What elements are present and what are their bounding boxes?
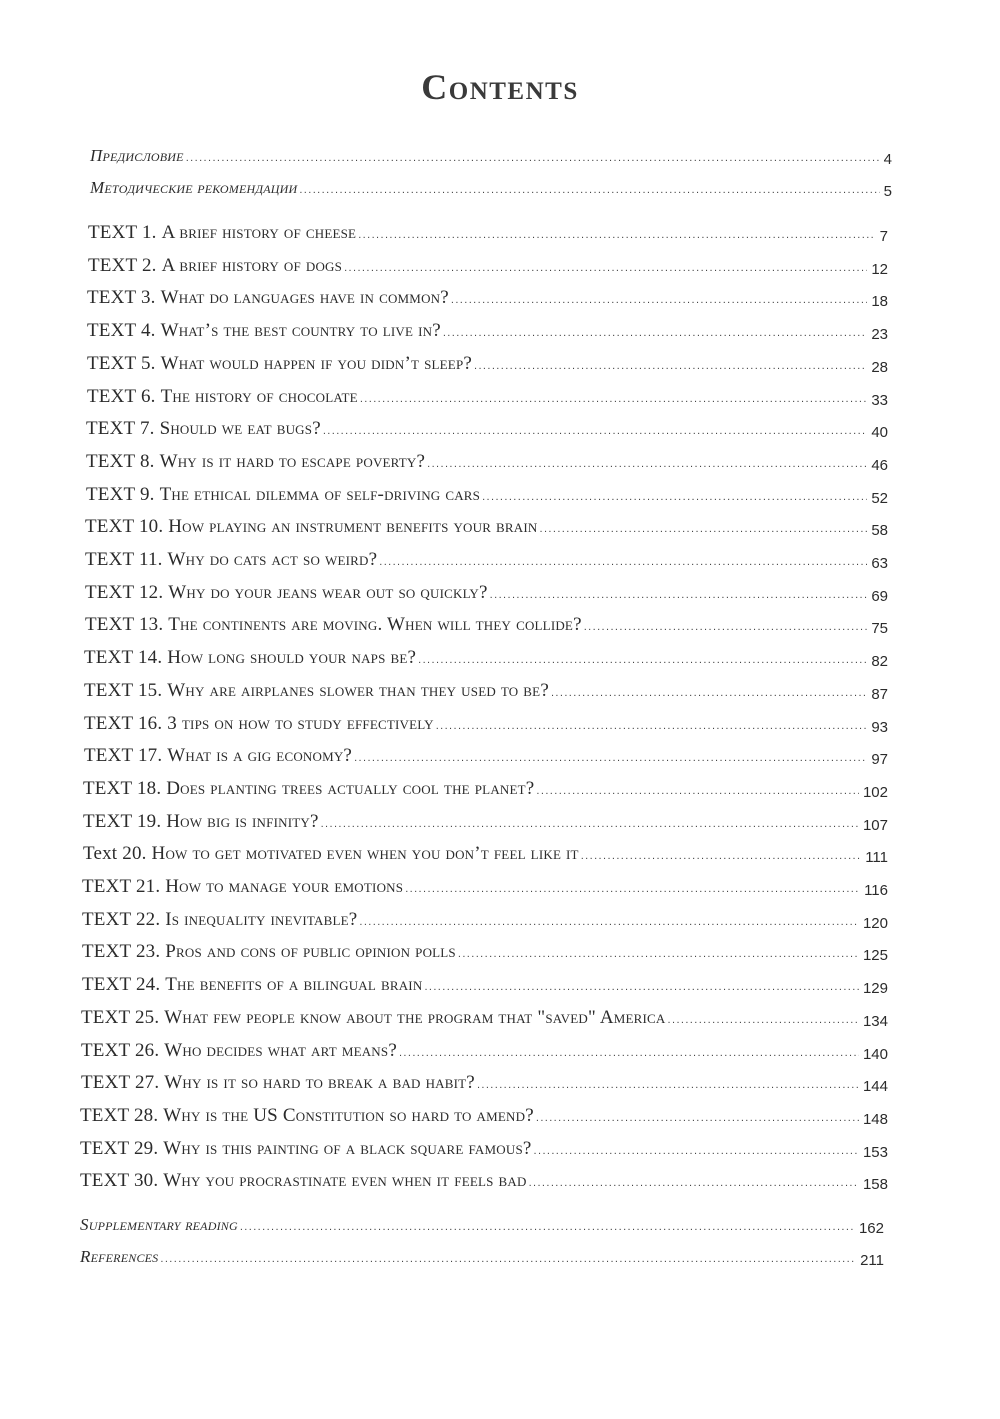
text-entry[interactable] [87,287,888,313]
entry-label [83,811,319,833]
entry-number: TEXT 24. [82,974,161,995]
entry-title: Why do cats act so weird? [167,549,378,570]
entry-number: TEXT 11. [85,549,163,570]
text-entry[interactable] [85,582,888,608]
leader-dots [536,785,859,797]
entry-title: Should we eat bugs? [159,418,321,439]
leader-dots [399,1047,859,1059]
leader-dots [540,523,868,535]
entry-title: How long should your naps be? [167,647,417,668]
entry-label [84,647,416,669]
page-number: 107 [862,817,888,834]
entry-number: TEXT 15. [84,680,163,701]
entry-number: TEXT 6. [87,386,156,407]
text-entry[interactable] [81,1040,888,1066]
page-number: 125 [862,947,888,964]
text-entry[interactable] [86,451,888,477]
entry-title: The ethical dilemma of self-driving cars [159,484,481,505]
page-number: 144 [862,1078,888,1095]
text-entry[interactable] [87,320,888,346]
page-number: 75 [871,620,888,637]
text-entry[interactable] [83,778,888,804]
leader-dots [424,981,859,993]
leader-dots [405,883,860,895]
entry-label [84,713,434,735]
entry-number: TEXT 22. [82,909,161,930]
entry-number: TEXT 16. [84,713,163,734]
entry-label [83,778,534,800]
entry-title: Методические рекомендации [90,178,298,197]
entry-number: TEXT 14. [84,647,163,668]
entry-title: Why is it hard to escape poverty? [159,451,426,472]
entry-label [85,549,377,571]
leader-dots [581,850,861,862]
entry-number: TEXT 4. [87,320,156,341]
entry-number: TEXT 25. [81,1007,160,1028]
leader-dots [584,621,868,633]
page-number: 140 [862,1046,888,1063]
page-number: 58 [871,522,888,539]
text-entry[interactable] [85,516,888,542]
leader-dots [379,556,867,568]
leader-dots [186,152,880,164]
entry-label [81,1072,475,1094]
entry-number: TEXT 13. [85,614,164,635]
entry-label [90,178,297,198]
entry-title: Who decides what art means? [164,1040,397,1061]
leader-dots [299,184,879,196]
leader-dots [474,360,867,372]
entry-number: TEXT 12. [85,582,164,603]
entry-label [82,941,456,963]
entry-title: What’s the best country to live in? [160,320,441,341]
text-entry[interactable] [84,745,888,771]
leader-dots [451,294,867,306]
front-matter-entry[interactable] [90,146,892,172]
entry-title: Does planting trees actually cool the planet? [166,778,535,799]
page-number: 33 [871,392,888,409]
entry-title: What would happen if you didn’t sleep? [160,353,473,374]
entry-label [82,876,403,898]
page-number: 7 [879,228,888,245]
page-number: 40 [871,424,888,441]
entry-label [84,680,549,702]
text-entry[interactable] [84,713,888,739]
entry-number: TEXT 19. [83,811,162,832]
page-number: 97 [871,751,888,768]
entry-label [82,909,357,931]
leader-dots [323,425,867,437]
entry-number: TEXT 17. [84,745,163,766]
entry-number: TEXT 3. [87,287,156,308]
entry-label [80,1247,158,1267]
page-number: 211 [860,1252,884,1269]
text-entry[interactable] [86,484,888,510]
entry-number: TEXT 30. [80,1170,159,1191]
entry-number: TEXT 21. [82,876,161,897]
leader-dots [443,327,867,339]
page-number: 111 [865,849,888,866]
text-entry[interactable] [82,876,888,902]
leader-dots [477,1079,859,1091]
page-number: 5 [883,183,892,200]
entry-number: TEXT 27. [81,1072,160,1093]
entry-title: What is a gig economy? [167,745,353,766]
leader-dots [321,818,859,830]
leader-dots [354,752,867,764]
entry-title: Предисловие [90,146,184,165]
text-entry[interactable] [81,1007,888,1033]
page-number: 23 [871,326,888,343]
entry-title: Why is it so hard to break a bad habit? [164,1072,475,1093]
entry-label [81,1040,397,1062]
entry-title: Why you procrastinate even when it feels bad [163,1170,527,1191]
entry-label [86,451,425,473]
back-matter-entry[interactable] [80,1247,884,1273]
entry-label [85,516,538,538]
entry-number: Text 20. [83,843,147,864]
leader-dots [482,491,867,503]
leader-dots [534,1145,859,1157]
entry-title: How to get motivated even when you don’t feel like it [151,843,579,864]
entry-label [84,745,352,767]
text-entry[interactable] [85,549,888,575]
page-number: 162 [858,1220,884,1237]
entry-title: Why is the US Constitution so hard to amend? [163,1105,534,1126]
entry-title: Why is this painting of a black square famous? [163,1138,532,1159]
entry-title: What do languages have in common? [160,287,449,308]
leader-dots [418,654,867,666]
text-entry[interactable] [82,941,888,967]
page-number: 46 [871,457,888,474]
leader-dots [240,1221,855,1233]
leader-dots [536,1112,859,1124]
entry-label [88,222,356,244]
page-number: 18 [871,293,888,310]
page-number: 129 [862,980,888,997]
front-matter-entry[interactable] [90,178,892,204]
page-number: 69 [871,588,888,605]
entry-label [86,418,321,440]
leader-dots [668,1014,859,1026]
entry-label [80,1170,527,1192]
entry-title: Supplementary reading [80,1215,238,1234]
page-number: 102 [862,784,888,801]
entry-label [90,146,184,166]
page-number: 134 [862,1013,888,1030]
text-entry[interactable] [81,1072,888,1098]
entry-title: How playing an instrument benefits your brain [168,516,538,537]
entry-title: The history of chocolate [160,386,358,407]
entry-number: TEXT 7. [86,418,155,439]
entry-label [87,320,441,342]
page-number: 82 [871,653,888,670]
entry-title: A brief history of dogs [161,255,343,276]
page-title: Contents [421,67,579,107]
page-number: 12 [871,261,888,278]
entry-label [85,582,488,604]
entry-title: Why are airplanes slower than they used to be? [167,680,549,701]
text-entry[interactable] [80,1170,888,1196]
text-entry[interactable] [83,811,888,837]
entry-number: TEXT 2. [88,255,157,276]
leader-dots [427,458,867,470]
entry-number: TEXT 29. [80,1138,159,1159]
entry-title: References [80,1247,159,1266]
text-entry[interactable] [83,843,888,869]
entry-title: A brief history of cheese [161,222,357,243]
entry-number: TEXT 18. [83,778,162,799]
entry-number: TEXT 26. [81,1040,160,1061]
text-entry[interactable] [82,974,888,1000]
entry-label [81,1007,666,1029]
text-entry[interactable] [85,614,888,640]
leader-dots [344,262,867,274]
text-entry[interactable] [88,255,888,281]
page-number: 63 [871,555,888,572]
entry-number: TEXT 8. [86,451,155,472]
entry-label [85,614,582,636]
entry-number: TEXT 23. [82,941,161,962]
text-entry[interactable] [84,680,888,706]
entry-title: Why do your jeans wear out so quickly? [168,582,488,603]
entry-title: The continents are moving. When will they collide? [168,614,582,635]
entry-label [88,255,342,277]
text-entry[interactable] [87,353,888,379]
entry-number: TEXT 28. [80,1105,159,1126]
page-number: 116 [864,882,888,899]
page-number: 158 [862,1176,888,1193]
leader-dots [360,393,867,405]
entry-number: TEXT 10. [85,516,164,537]
leader-dots [160,1253,856,1265]
entry-number: TEXT 5. [87,353,156,374]
entry-label [83,843,579,865]
entry-title: How to manage your emotions [165,876,404,897]
entry-label [86,484,480,506]
leader-dots [490,589,868,601]
page-number: 148 [862,1111,888,1128]
leader-dots [436,720,868,732]
leader-dots [458,948,859,960]
leader-dots [529,1177,859,1189]
text-entry[interactable] [86,418,888,444]
entry-title: Is inequality inevitable? [165,909,358,930]
entry-title: How big is infinity? [166,811,319,832]
leader-dots [359,916,859,928]
text-entry[interactable] [82,909,888,935]
page-number: 153 [862,1144,888,1161]
entry-title: Pros and cons of public opinion polls [165,941,456,962]
entry-title: The benefits of a bilingual brain [165,974,423,995]
text-entry[interactable] [84,647,888,673]
entry-label [80,1215,238,1235]
entry-number: TEXT 1. [88,222,157,243]
entry-number: TEXT 9. [86,484,155,505]
page-number: 28 [871,359,888,376]
page-number: 87 [871,686,888,703]
text-entry[interactable] [80,1138,888,1164]
leader-dots [551,687,867,699]
entry-title: What few people know about the program that "saved" America [164,1007,666,1028]
entry-label [87,386,358,408]
entry-title: 3 tips on how to study effectively [167,713,434,734]
entry-label [87,353,472,375]
leader-dots [358,229,875,241]
text-entry[interactable] [87,386,888,412]
entry-label [80,1138,532,1160]
page-number: 120 [862,915,888,932]
text-entry[interactable] [88,222,888,248]
entry-label [87,287,449,309]
text-entry[interactable] [80,1105,888,1131]
page-number: 93 [871,719,888,736]
page-number: 4 [883,151,892,168]
page-number: 52 [871,490,888,507]
back-matter-entry[interactable] [80,1215,884,1241]
entry-label [82,974,422,996]
entry-label [80,1105,534,1127]
